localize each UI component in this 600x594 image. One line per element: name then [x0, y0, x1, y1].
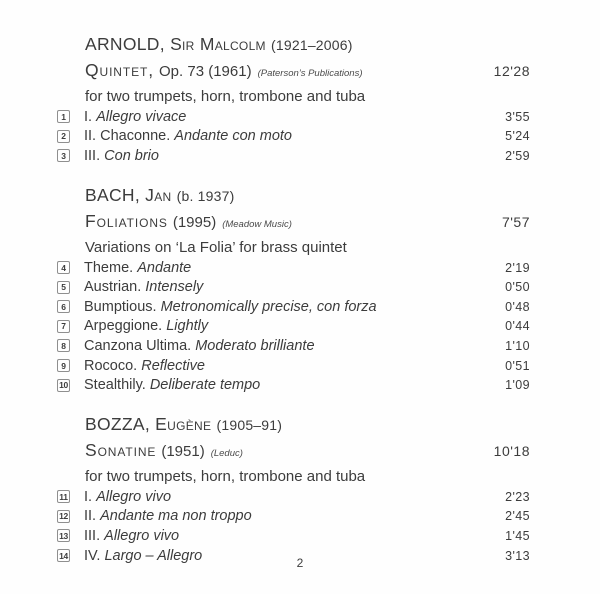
track-name: Austrian.: [84, 279, 142, 296]
track-duration: 1'45: [505, 528, 530, 543]
track-row: [57, 487, 530, 507]
track-tempo: Allegro vivo: [104, 527, 180, 544]
track-tempo: Intensely: [145, 279, 204, 296]
composer-first-name: Sir Malcolm: [170, 34, 266, 54]
track-title: [84, 260, 191, 276]
work-duration: 12'28: [493, 63, 530, 79]
track-number-badge: 8: [57, 339, 70, 352]
track-duration: 0'50: [505, 280, 530, 295]
track-row: [57, 336, 530, 356]
composer-last-name: BOZZA,: [85, 413, 150, 434]
work-instrumentation: for two trumpets, horn, trombone and tuba: [85, 467, 366, 485]
track-name: Theme.: [84, 259, 134, 276]
track-duration: 0'51: [505, 358, 530, 373]
track-name: III.: [84, 527, 101, 544]
composer-last-name: ARNOLD,: [85, 34, 165, 54]
track-name: II. Chaconne.: [84, 128, 171, 145]
track-duration: 2'59: [505, 148, 530, 163]
page-number: 2: [296, 556, 304, 570]
track-number-badge: 12: [57, 510, 70, 523]
track-name: Rococo.: [84, 357, 138, 374]
track-row: [57, 375, 530, 395]
track-name: Bumptious.: [84, 298, 157, 315]
composer-dates: (1905–91): [216, 416, 283, 433]
work-instrumentation: for two trumpets, horn, trombone and tuba: [85, 88, 366, 105]
track-duration: 0'48: [505, 299, 530, 314]
work-publisher: (Meadow Music): [222, 218, 292, 230]
track-title: [84, 528, 179, 544]
track-tempo: Andante: [137, 259, 192, 276]
track-tempo: Lightly: [166, 318, 209, 335]
work-duration: 7'57: [501, 213, 530, 230]
track-number-badge: 7: [57, 320, 70, 333]
track-duration: 3'55: [505, 109, 530, 124]
track-number-badge: 5: [57, 281, 70, 294]
track-name: I.: [84, 108, 93, 125]
track-row: [57, 277, 530, 297]
track-name: I.: [84, 488, 93, 505]
track-row: [57, 146, 530, 166]
track-number-badge: 2: [57, 130, 70, 143]
track-tempo: Andante ma non troppo: [100, 508, 252, 525]
track-title: [84, 279, 203, 295]
work-title: Foliations: [85, 210, 168, 231]
track-number-badge: 11: [57, 490, 70, 503]
track-name: Arpeggione.: [84, 318, 163, 335]
track-duration: 2'45: [505, 509, 530, 524]
track-name: II.: [84, 508, 97, 525]
work-section-bach: [57, 183, 530, 395]
work-title: Sonatine: [85, 439, 157, 460]
composer-heading: [57, 412, 530, 438]
track-tempo: Con brio: [104, 147, 159, 164]
track-title: [84, 109, 186, 125]
track-row: [57, 356, 530, 376]
composer-dates: (1921–2006): [271, 37, 353, 53]
track-duration: 3'13: [505, 548, 530, 563]
composer-dates: (b. 1937): [176, 187, 235, 204]
composer-last-name: BACH,: [85, 184, 140, 205]
track-tempo: Metronomically precise, con forza: [160, 298, 377, 315]
track-duration: 1'10: [505, 338, 530, 353]
track-row: [57, 526, 530, 546]
composer-heading: [57, 183, 530, 209]
track-number-badge: 6: [57, 300, 70, 313]
tracklist: [57, 32, 530, 582]
track-title: [84, 299, 377, 315]
track-number-badge: 3: [57, 149, 70, 162]
work-opus-year: Op. 73 (1961): [159, 63, 252, 80]
track-number-badge: 10: [57, 379, 70, 392]
work-title-line: [57, 58, 530, 86]
track-row: [57, 297, 530, 317]
track-title: [84, 508, 252, 524]
work-opus-year: (1995): [172, 213, 217, 231]
track-number-badge: 14: [57, 549, 70, 562]
work-section-arnold: [57, 32, 530, 166]
track-tempo: Largo – Allegro: [104, 547, 203, 564]
track-title: [84, 128, 292, 144]
track-tempo: Andante con moto: [174, 128, 292, 145]
track-row: [57, 107, 530, 127]
track-duration: 2'23: [505, 489, 530, 504]
track-name: Stealthily.: [84, 377, 146, 394]
track-row: [57, 258, 530, 278]
track-row: [57, 127, 530, 147]
track-number-badge: 4: [57, 261, 70, 274]
track-title: [84, 318, 208, 334]
composer-first-name: Jan: [145, 184, 172, 205]
work-section-bozza: [57, 412, 530, 565]
track-row: [57, 507, 530, 527]
work-subtitle: Variations on ‘La Folia’ for brass quintet: [85, 238, 347, 256]
track-name: IV.: [84, 547, 101, 564]
track-title: [84, 358, 205, 374]
track-name: Canzona Ultima.: [84, 337, 192, 354]
track-duration: 2'19: [505, 260, 530, 275]
track-duration: 5'24: [505, 129, 530, 144]
track-title: [84, 148, 159, 164]
track-tempo: Allegro vivo: [96, 488, 172, 505]
track-duration: 1'09: [505, 378, 530, 393]
track-tempo: Allegro vivace: [96, 108, 187, 125]
work-title: Quintet,: [85, 60, 155, 80]
composer-heading: [57, 32, 530, 58]
work-duration: 10'18: [493, 442, 530, 459]
track-number-badge: 9: [57, 359, 70, 372]
composer-first-name: Eugène: [155, 413, 212, 434]
track-name: III.: [84, 147, 101, 164]
work-title-line: [57, 209, 530, 237]
track-title: [84, 377, 260, 393]
work-opus-year: (1951): [161, 442, 205, 460]
track-tempo: Reflective: [141, 357, 205, 374]
track-number-badge: 1: [57, 110, 70, 123]
work-publisher: (Paterson’s Publications): [257, 68, 363, 79]
track-title: [84, 489, 171, 505]
track-tempo: Deliberate tempo: [149, 377, 261, 394]
track-duration: 0'44: [505, 319, 530, 334]
track-title: [84, 338, 315, 354]
work-publisher: (Leduc): [210, 447, 243, 459]
work-title-line: [57, 438, 530, 466]
track-tempo: Moderato brilliante: [195, 337, 315, 354]
track-row: [57, 317, 530, 337]
track-number-badge: 13: [57, 529, 70, 542]
